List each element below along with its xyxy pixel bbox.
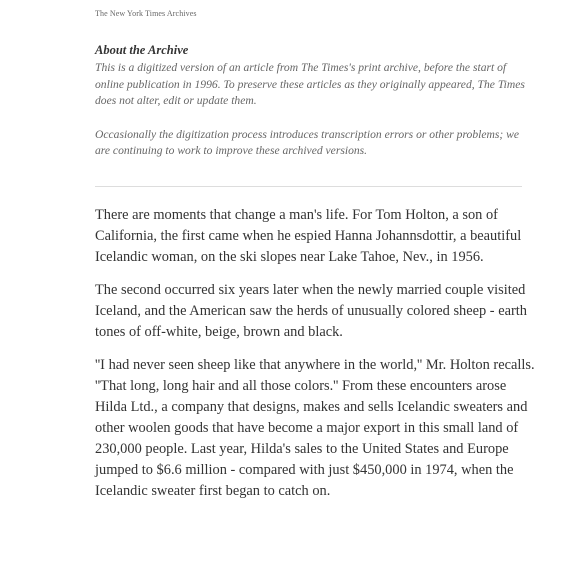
article-paragraph: There are moments that change a man's life. For Tom Holton, a son of California, the first came when he espied Hanna Johannsdottir, a beautiful Icelandic woman, on the ski slopes near Lake Tahoe, Nev., in 1956. — [95, 207, 522, 265]
about-archive-paragraph: This is a digitized version of an article from The Times's print archive, before the start of online publication in 1996. To preserve these articles as they originally appeared, The Times does not alter, edit or update them. — [95, 61, 525, 107]
masthead[interactable]: The New York Times Archives — [95, 9, 197, 18]
article-paragraph: The second occurred six years later when the newly married couple visited Iceland, and the American saw the herds of unusually colored sheep - earth tones of off-white, beige, brown and black. — [95, 282, 527, 340]
about-archive-notice — [95, 42, 535, 160]
about-archive-paragraph: Occasionally the digitization process introduces transcription errors or other problems; we are continuing to work to improve these archived versions. — [95, 127, 520, 157]
article-paragraph: ''I had never seen sheep like that anywhere in the world,'' Mr. Holton recalls. ''That long, long hair and all those colors.'' From these encounters arose Hilda Ltd., a company that designs, makes and sells Icelandic sweaters and other woolen goods that have become a major export in this small land of 230,000 people. Last year, Hilda's sales to the United States and Europe jumped to $6.6 million - compared with just $450,000 in 1974, when the Icelandic sweater first began to catch on. — [95, 357, 535, 499]
section-divider — [95, 186, 522, 187]
about-archive-title: About the Archive — [95, 43, 189, 57]
article-body — [95, 205, 535, 514]
